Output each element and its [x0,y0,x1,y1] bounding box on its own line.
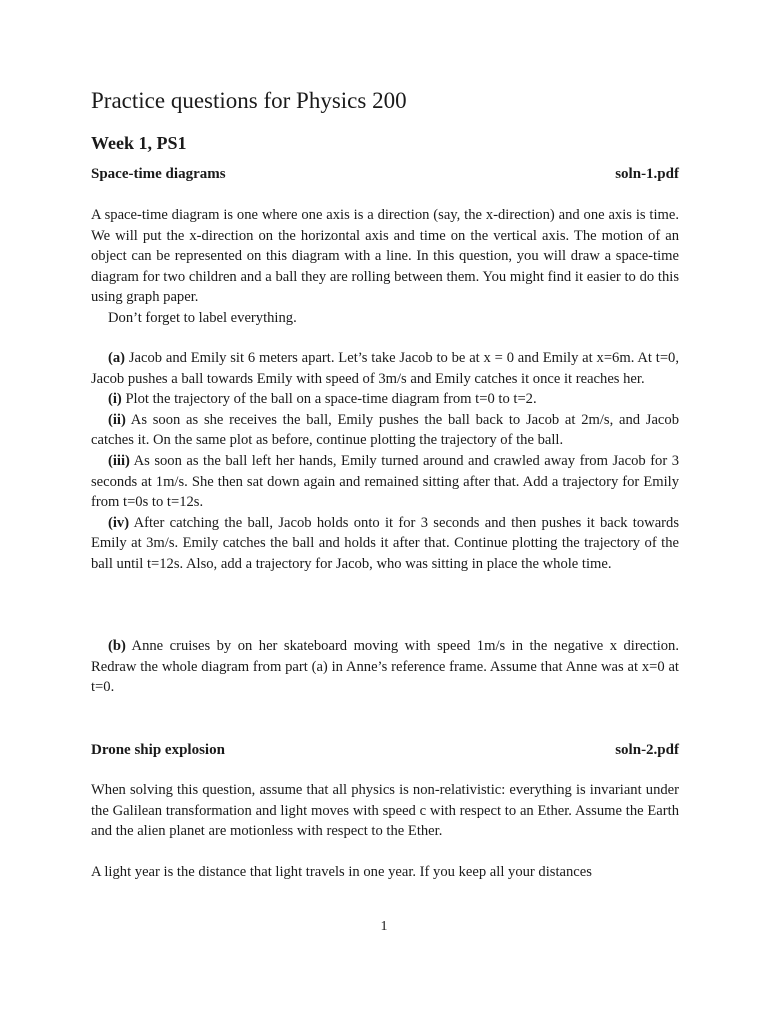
part-b [91,636,679,698]
section1-parts [91,348,679,575]
solution-file-ref: soln-2.pdf [615,742,679,758]
part-iii-text: As soon as the ball left her hands, Emily turned around and crawled away from Jacob for 3 seconds at 1m/s. She then sat down again and remained sitting after that. Add a trajectory for Emily from t=0s to t=12s. [91,452,680,511]
reminder-paragraph: Don’t forget to label everything. [108,309,297,326]
section-heading-drone-ship [91,740,679,760]
part-iv [91,513,679,575]
part-ii [91,410,679,451]
section2-intro [91,780,679,842]
part-b-label: (b) [108,638,126,654]
part-i [91,389,679,410]
part-b-text: Anne cruises by on her skateboard moving with speed 1m/s in the negative x direction. Redraw the whole diagram from part (a) in Anne’s reference frame. Assume that Anne was at x=0 at t=0. [91,638,680,696]
document-title: Practice questions for Physics 200 [91,88,407,113]
intro-paragraph: When solving this question, assume that all physics is non-relativistic: everything is invariant under the Galilean transformation and light moves with speed c with respect to an Ether. Assume the Earth and the alien planet are motionless with respect to the Ether. [91,782,679,840]
section1-intro [91,205,679,329]
section-title: Space-time diagrams [91,166,226,182]
intro-paragraph: A space-time diagram is one where one axis is a direction (say, the x-direction) and one axis is time. We will put the x-direction on the horizontal axis and time on the vertical axis. The motion of an object can be represented on this diagram with a line. In this question, you will draw a space-time diagram for two children and a ball they are rolling between them. You might find it easier to do this using graph paper. [91,207,679,306]
section2-light-year [91,862,679,883]
part-ii-label: (ii) [108,411,126,428]
section-heading-space-time [91,164,679,184]
part-i-label: (i) [108,391,122,408]
part-iii-label: (iii) [108,452,130,469]
section1-part-b [91,636,679,698]
part-i-text: Plot the trajectory of the ball on a space-time diagram from t=0 to t=2. [125,391,537,408]
solution-file-ref: soln-1.pdf [615,166,679,182]
light-year-paragraph: A light year is the distance that light travels in one year. If you keep all your distances [91,864,592,880]
section-title: Drone ship explosion [91,742,225,758]
part-iii [91,451,679,513]
week-heading: Week 1, PS1 [91,133,187,153]
part-a-text: Jacob and Emily sit 6 meters apart. Let’s take Jacob to be at x = 0 and Emily at x=6m. At t=0, Jacob pushes a ball towards Emily with speed of 3m/s and Emily catches it once it reaches her. [91,350,679,387]
part-a-label: (a) [108,350,126,366]
part-a [91,348,679,389]
part-ii-text: As soon as she receives the ball, Emily pushes the ball back to Jacob at 2m/s, and Jacob catches it. On the same plot as before, continue plotting the trajectory of the ball. [91,411,679,449]
part-iv-text: After catching the ball, Jacob holds onto it for 3 seconds and then pushes it back towards Emily at 3m/s. Emily catches the ball and holds it after that. Continue plotting the trajectory of the ball until t=12s. Also, add a trajectory for Jacob, who was sitting in place the whole time. [91,514,680,572]
part-iv-label: (iv) [108,514,130,531]
page-number: 1 [380,919,388,934]
